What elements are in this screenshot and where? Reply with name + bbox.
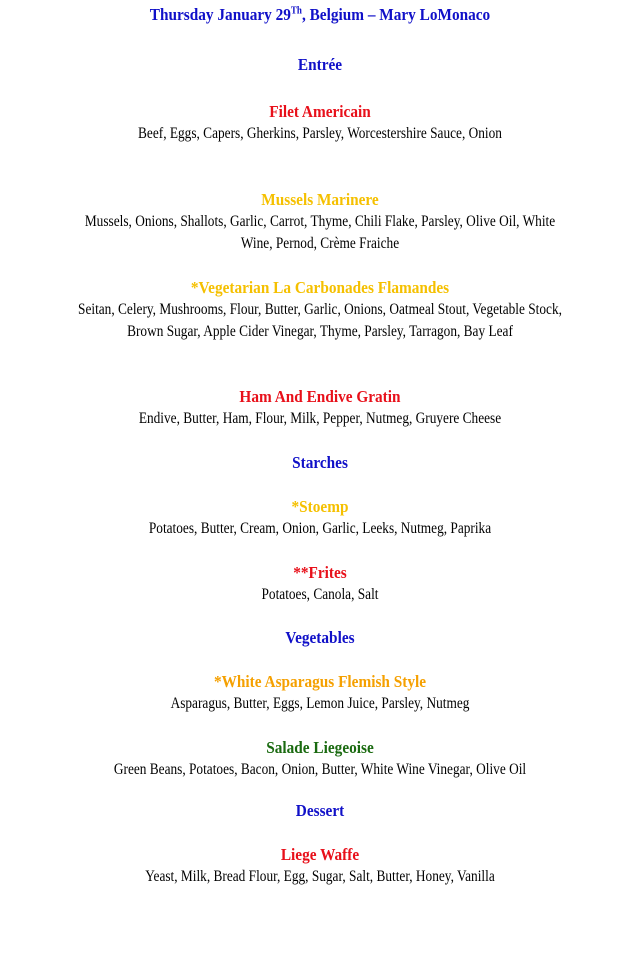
dish-ingredients-carbonades-line1: Seitan, Celery, Mushrooms, Flour, Butter, Garlic, Onions, Oatmeal Stout, Vegetable Stock,: [78, 301, 562, 318]
dish-title-filet-americain: Filet Americain: [269, 102, 371, 121]
dish-ingredients-liege-waffe: Yeast, Milk, Bread Flour, Egg, Sugar, Salt, Butter, Honey, Vanilla: [145, 868, 495, 885]
dish-ingredients-carbonades-line2: Brown Sugar, Apple Cider Vinegar, Thyme, Parsley, Tarragon, Bay Leaf: [127, 323, 513, 340]
dish-title-frites: **Frites: [293, 563, 347, 582]
dish-title-mussels-marinere: Mussels Marinere: [261, 190, 379, 209]
dish-ingredients-white-asparagus: Asparagus, Butter, Eggs, Lemon Juice, Parsley, Nutmeg: [170, 695, 470, 712]
section-heading-vegetables: Vegetables: [285, 628, 355, 647]
section-heading-dessert: Dessert: [295, 801, 345, 820]
dish-ingredients-stoemp: Potatoes, Butter, Cream, Onion, Garlic, Leeks, Nutmeg, Paprika: [148, 520, 492, 537]
dish-title-liege-waffe: Liege Waffe: [280, 845, 360, 864]
page-title-date-suffix: Th: [290, 5, 302, 17]
dish-title-salade-liegeoise: Salade Liegeoise: [266, 738, 374, 757]
dish-ingredients-filet-americain: Beef, Eggs, Capers, Gherkins, Parsley, Worcestershire Sauce, Onion: [138, 125, 502, 142]
dish-title-stoemp: *Stoemp: [291, 497, 349, 516]
page-title: [32, 5, 608, 25]
section-heading-entree: Entrée: [297, 55, 343, 74]
dish-ingredients-salade-liegeoise: Green Beans, Potatoes, Bacon, Onion, Butter, White Wine Vinegar, Olive Oil: [113, 761, 527, 778]
dish-ingredients-frites: Potatoes, Canola, Salt: [261, 586, 379, 603]
page-title-date: Thursday January 29: [149, 5, 291, 24]
dish-title-ham-endive-gratin: Ham And Endive Gratin: [239, 387, 401, 406]
dish-title-white-asparagus: *White Asparagus Flemish Style: [213, 672, 427, 691]
dish-ingredients-mussels-line2: Wine, Pernod, Crème Fraiche: [240, 235, 400, 252]
page-title-location-author: , Belgium – Mary LoMonaco: [301, 5, 491, 24]
dish-title-carbonades-flamandes: *Vegetarian La Carbonades Flamandes: [190, 278, 450, 297]
dish-ingredients-ham-endive-gratin: Endive, Butter, Ham, Flour, Milk, Pepper, Nutmeg, Gruyere Cheese: [138, 410, 502, 427]
dish-ingredients-mussels-line1: Mussels, Onions, Shallots, Garlic, Carrot, Thyme, Chili Flake, Parsley, Olive Oil, White: [84, 213, 556, 230]
section-heading-starches: Starches: [292, 453, 348, 472]
